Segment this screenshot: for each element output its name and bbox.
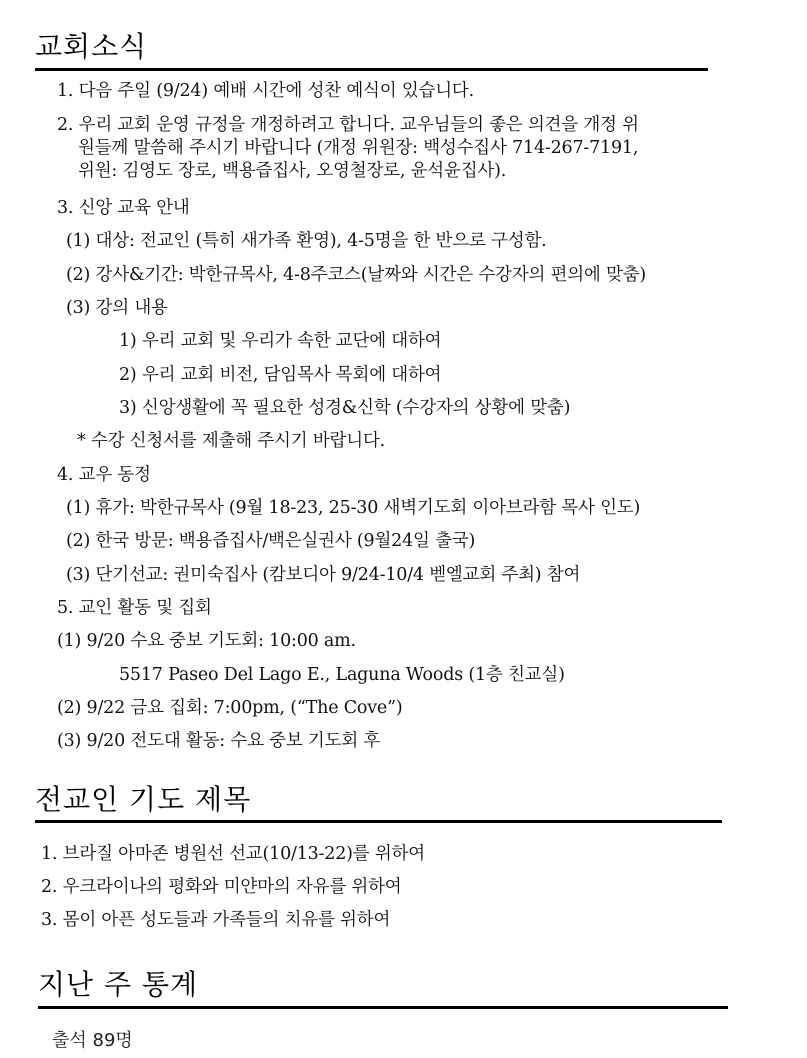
news-item-4: 4. 교우 동정 — [57, 465, 151, 485]
last-week-stats-divider — [38, 1006, 728, 1009]
news-item-5-sub-3: (3) 9/20 전도대 활동: 수요 중보 기도회 후 — [57, 731, 381, 751]
prayer-requests-divider — [35, 820, 722, 823]
news-item-3: 3. 신앙 교육 안내 — [57, 198, 190, 218]
news-item-4-sub-2: (2) 한국 방문: 백용즙집사/백은실권사 (9월24일 출국) — [66, 531, 476, 551]
news-item-3-sub-2: (2) 강사&기간: 박한규목사, 4-8주코스(날짜와 시간은 수강자의 편의에 맞춤) — [66, 265, 647, 285]
prayer-item-3: 3. 몸이 아픈 성도들과 가족들의 치유를 위하여 — [41, 910, 391, 930]
church-news-divider — [35, 68, 708, 71]
news-item-2-line-3: 위원: 김영도 장로, 백용즙집사, 오영철장로, 윤석윤집사). — [78, 161, 507, 181]
news-item-3-note: * 수강 신청서를 제출해 주시기 바랍니다. — [77, 431, 386, 451]
news-item-3-sub-3-point-1: 1) 우리 교회 및 우리가 속한 교단에 대하여 — [119, 331, 442, 351]
news-item-5-sub-1: (1) 9/20 수요 중보 기도회: 10:00 am. — [57, 631, 356, 651]
news-item-5-sub-2: (2) 9/22 금요 집회: 7:00pm, (“The Cove”) — [57, 698, 403, 718]
news-item-3-sub-3: (3) 강의 내용 — [66, 298, 168, 318]
last-week-stats-heading: 지난 주 통계 — [38, 968, 199, 1001]
news-item-3-sub-3-point-2: 2) 우리 교회 비전, 담임목사 목회에 대하여 — [119, 365, 442, 385]
prayer-item-1: 1. 브라질 아마존 병원선 선교(10/13-22)를 위하여 — [41, 844, 425, 864]
news-item-5: 5. 교인 활동 및 집회 — [57, 598, 212, 618]
church-news-heading: 교회소식 — [35, 30, 148, 63]
news-item-2-line-1: 2. 우리 교회 운영 규정을 개정하려고 합니다. 교우님들의 좋은 의견을 개정 위 — [57, 115, 639, 135]
prayer-requests-heading: 전교인 기도 제목 — [35, 783, 252, 816]
news-item-2-line-2: 원들께 말씀해 주시기 바랍니다 (개정 위원장: 백성수집사 714-267-7191, — [78, 138, 639, 158]
news-item-3-sub-1: (1) 대상: 전교인 (특히 새가족 환영), 4-5명을 한 반으로 구성함. — [66, 231, 547, 251]
news-item-5-sub-1-address: 5517 Paseo Del Lago E., Laguna Woods (1층 친교실) — [119, 665, 565, 685]
attendance-count: 출석 89명 — [52, 1030, 133, 1051]
news-item-4-sub-1: (1) 휴가: 박한규목사 (9월 18-23, 25-30 새벽기도회 이아브라함 목사 인도) — [66, 498, 641, 518]
prayer-item-2: 2. 우크라이나의 평화와 미얀마의 자유를 위하여 — [41, 877, 402, 897]
news-item-3-sub-3-point-3: 3) 신앙생활에 꼭 필요한 성경&신학 (수강자의 상황에 맞춤) — [119, 398, 571, 418]
news-item-4-sub-3: (3) 단기선교: 권미숙집사 (캄보디아 9/24-10/4 벧엘교회 주최) 참여 — [66, 565, 581, 585]
news-item-1: 1. 다음 주일 (9/24) 예배 시간에 성찬 예식이 있습니다. — [57, 81, 475, 101]
